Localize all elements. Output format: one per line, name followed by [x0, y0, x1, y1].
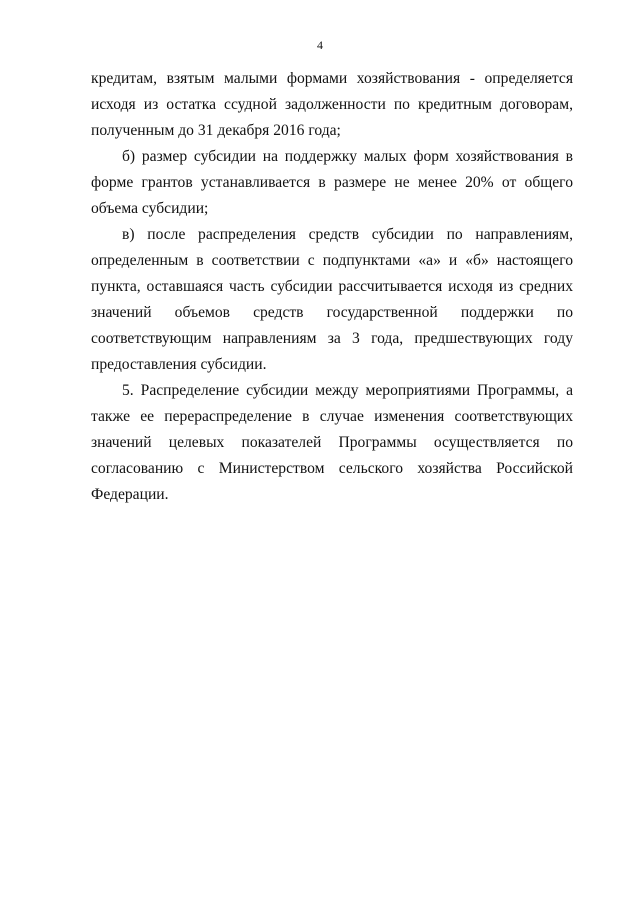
paragraph-b: б) размер субсидии на поддержку малых форм хозяйствования в форме грантов устанавливается в размере не менее 20% от общего объема субсидии; — [91, 148, 573, 217]
page-number: 4 — [317, 38, 323, 52]
document-body — [91, 66, 573, 508]
paragraph-v: в) после распределения средств субсидии по направлениям, определенным в соответствии с подпунктами «а» и «б» настоящего пункта, оставшаяся часть субсидии рассчитывается исходя из средних значений объемов средств государственной поддержки по соответствующим направлениям за 3 года, предшествующих году предоставления субсидии. — [91, 226, 573, 373]
paragraph-continuation: кредитам, взятым малыми формами хозяйствования - определяется исходя из остатка ссудной задолженности по кредитным договорам, полученным до 31 декабря 2016 года; — [91, 70, 573, 139]
paragraph-5: 5. Распределение субсидии между мероприятиями Программы, а также ее перераспределение в случае изменения соответствующих значений целевых показателей Программы осуществляется по согласованию с Министерством сельского хозяйства Российской Федерации. — [91, 382, 573, 503]
